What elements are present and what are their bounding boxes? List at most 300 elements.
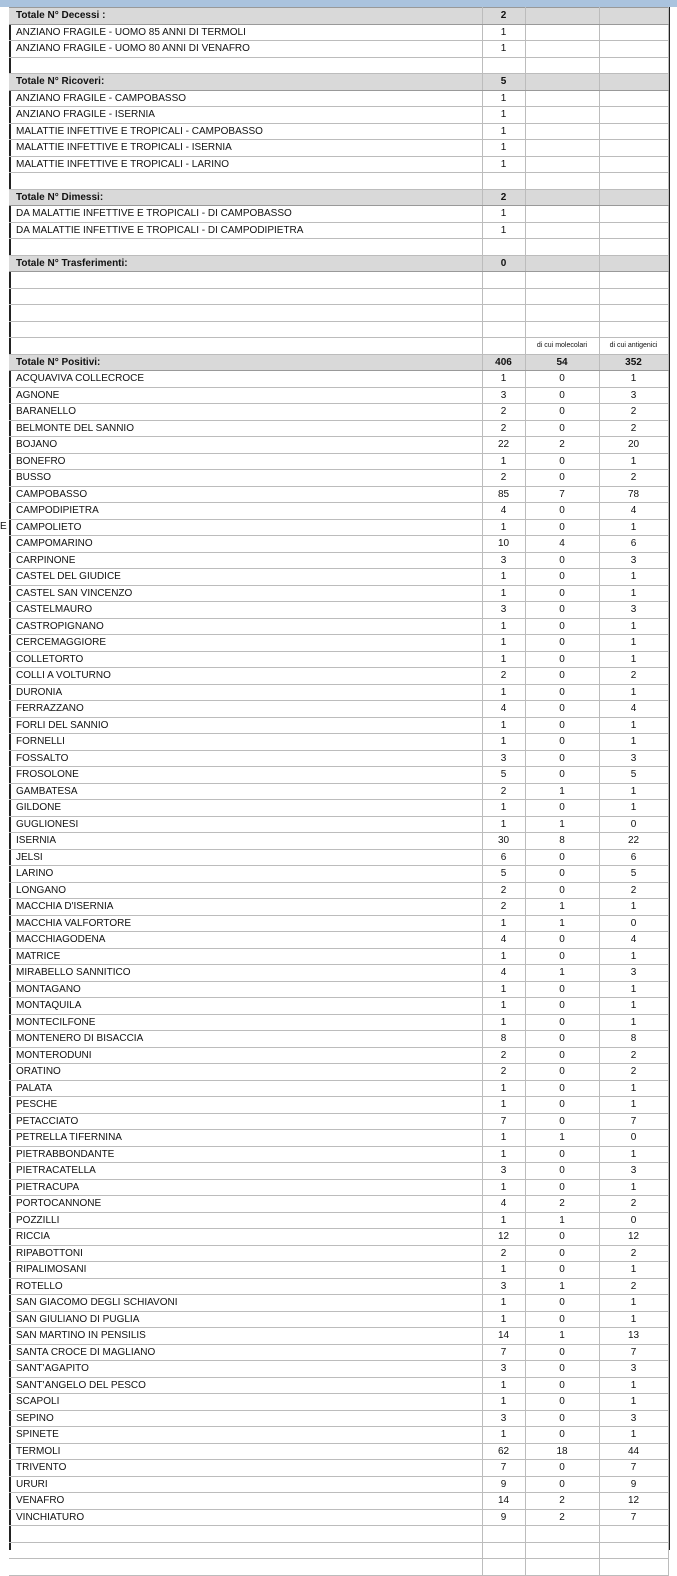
row-label: RIPABOTTONI bbox=[9, 1245, 482, 1262]
table-row bbox=[9, 470, 668, 487]
antigenici-cell bbox=[599, 173, 668, 190]
table-row bbox=[9, 1080, 668, 1097]
molecolari-cell: 0 bbox=[525, 750, 599, 767]
antigenici-cell: 1 bbox=[599, 519, 668, 536]
table-row bbox=[9, 1377, 668, 1394]
section-header-row bbox=[9, 255, 668, 272]
antigenici-cell: 2 bbox=[599, 1064, 668, 1081]
row-label: CERCEMAGGIORE bbox=[9, 635, 482, 652]
molecolari-cell: 0 bbox=[525, 932, 599, 949]
table-row bbox=[9, 569, 668, 586]
row-label: PALATA bbox=[9, 1080, 482, 1097]
molecolari-cell: 0 bbox=[525, 849, 599, 866]
row-label: RICCIA bbox=[9, 1229, 482, 1246]
table-row bbox=[9, 701, 668, 718]
table-row bbox=[9, 948, 668, 965]
molecolari-cell: 54 bbox=[525, 354, 599, 371]
table-row bbox=[9, 1130, 668, 1147]
antigenici-cell: 1 bbox=[599, 717, 668, 734]
total-cell: 1 bbox=[482, 107, 525, 124]
total-cell: 2 bbox=[482, 404, 525, 421]
antigenici-cell: 2 bbox=[599, 882, 668, 899]
row-label: PESCHE bbox=[9, 1097, 482, 1114]
molecolari-cell: 0 bbox=[525, 1245, 599, 1262]
antigenici-cell: 1 bbox=[599, 1146, 668, 1163]
molecolari-cell: 0 bbox=[525, 1476, 599, 1493]
row-label: FOSSALTO bbox=[9, 750, 482, 767]
row-label: SANT'AGAPITO bbox=[9, 1361, 482, 1378]
molecolari-cell: 0 bbox=[525, 602, 599, 619]
total-cell: 14 bbox=[482, 1493, 525, 1510]
row-label: LONGANO bbox=[9, 882, 482, 899]
total-cell: 30 bbox=[482, 833, 525, 850]
molecolari-cell: 1 bbox=[525, 1212, 599, 1229]
table-row bbox=[9, 899, 668, 916]
row-label: LARINO bbox=[9, 866, 482, 883]
total-cell: 1 bbox=[482, 371, 525, 388]
molecolari-cell: 0 bbox=[525, 1179, 599, 1196]
molecolari-cell: 0 bbox=[525, 651, 599, 668]
table-row bbox=[9, 1493, 668, 1510]
total-cell bbox=[482, 57, 525, 74]
antigenici-cell: 2 bbox=[599, 668, 668, 685]
antigenici-cell bbox=[599, 1526, 668, 1543]
section-header-row bbox=[9, 8, 668, 25]
molecolari-cell bbox=[525, 272, 599, 289]
table-row bbox=[9, 1245, 668, 1262]
table-row bbox=[9, 453, 668, 470]
total-cell: 1 bbox=[482, 684, 525, 701]
total-cell: 1 bbox=[482, 1295, 525, 1312]
molecolari-cell: 1 bbox=[525, 816, 599, 833]
blank-row bbox=[9, 272, 668, 289]
table-row bbox=[9, 585, 668, 602]
total-cell: 2 bbox=[482, 189, 525, 206]
subheader-row bbox=[9, 338, 668, 355]
antigenici-cell: 1 bbox=[599, 618, 668, 635]
table-row bbox=[9, 1196, 668, 1213]
molecolari-cell: 0 bbox=[525, 1377, 599, 1394]
list-item bbox=[9, 156, 668, 173]
row-label: CASTROPIGNANO bbox=[9, 618, 482, 635]
molecolari-cell bbox=[525, 8, 599, 25]
table-row bbox=[9, 536, 668, 553]
molecolari-cell: 4 bbox=[525, 536, 599, 553]
molecolari-cell: 0 bbox=[525, 387, 599, 404]
row-label: CAMPOMARINO bbox=[9, 536, 482, 553]
antigenici-cell: 2 bbox=[599, 1278, 668, 1295]
antigenici-cell: 7 bbox=[599, 1344, 668, 1361]
total-cell bbox=[482, 173, 525, 190]
total-cell bbox=[482, 321, 525, 338]
antigenici-cell: 352 bbox=[599, 354, 668, 371]
row-label: VENAFRO bbox=[9, 1493, 482, 1510]
table-row bbox=[9, 1509, 668, 1526]
antigenici-cell: 1 bbox=[599, 651, 668, 668]
row-label: ISERNIA bbox=[9, 833, 482, 850]
row-label: GILDONE bbox=[9, 800, 482, 817]
total-cell bbox=[482, 1542, 525, 1559]
molecolari-cell bbox=[525, 255, 599, 272]
antigenici-cell: 1 bbox=[599, 1427, 668, 1444]
total-cell: 22 bbox=[482, 437, 525, 454]
antigenici-cell: 0 bbox=[599, 1130, 668, 1147]
table-row bbox=[9, 1179, 668, 1196]
table-row bbox=[9, 602, 668, 619]
row-label: PORTOCANNONE bbox=[9, 1196, 482, 1213]
antigenici-cell bbox=[599, 222, 668, 239]
antigenici-cell bbox=[599, 57, 668, 74]
molecolari-cell: 0 bbox=[525, 668, 599, 685]
molecolari-cell: 0 bbox=[525, 1064, 599, 1081]
total-cell: 3 bbox=[482, 602, 525, 619]
molecolari-cell bbox=[525, 74, 599, 91]
total-cell: 1 bbox=[482, 453, 525, 470]
total-cell: 1 bbox=[482, 1014, 525, 1031]
molecolari-cell: 0 bbox=[525, 1229, 599, 1246]
antigenici-cell: 0 bbox=[599, 1212, 668, 1229]
total-cell: 5 bbox=[482, 866, 525, 883]
table-row bbox=[9, 1443, 668, 1460]
molecolari-cell: 0 bbox=[525, 1427, 599, 1444]
total-cell: 1 bbox=[482, 156, 525, 173]
row-label: ACQUAVIVA COLLECROCE bbox=[9, 371, 482, 388]
molecolari-cell: 2 bbox=[525, 1493, 599, 1510]
antigenici-cell: 2 bbox=[599, 1196, 668, 1213]
total-cell: 12 bbox=[482, 1229, 525, 1246]
row-label: PIETRABBONDANTE bbox=[9, 1146, 482, 1163]
row-label: FORLI DEL SANNIO bbox=[9, 717, 482, 734]
total-cell: 3 bbox=[482, 750, 525, 767]
antigenici-cell: 8 bbox=[599, 1031, 668, 1048]
total-cell: 1 bbox=[482, 206, 525, 223]
row-label: BUSSO bbox=[9, 470, 482, 487]
total-cell: 2 bbox=[482, 420, 525, 437]
antigenici-cell bbox=[599, 24, 668, 41]
margin-letter: E bbox=[0, 521, 7, 532]
total-cell bbox=[482, 288, 525, 305]
table-row bbox=[9, 965, 668, 982]
antigenici-cell: 3 bbox=[599, 965, 668, 982]
row-label: COLLETORTO bbox=[9, 651, 482, 668]
row-label: CASTELMAURO bbox=[9, 602, 482, 619]
row-label: VINCHIATURO bbox=[9, 1509, 482, 1526]
molecolari-cell: 1 bbox=[525, 1328, 599, 1345]
row-label: PETACCIATO bbox=[9, 1113, 482, 1130]
total-cell: 10 bbox=[482, 536, 525, 553]
total-cell: 1 bbox=[482, 1311, 525, 1328]
molecolari-cell bbox=[525, 288, 599, 305]
table-row bbox=[9, 404, 668, 421]
antigenici-cell: 1 bbox=[599, 684, 668, 701]
molecolari-cell: 0 bbox=[525, 1014, 599, 1031]
row-label bbox=[9, 1542, 482, 1559]
row-label: SCAPOLI bbox=[9, 1394, 482, 1411]
list-item bbox=[9, 222, 668, 239]
molecolari-cell: 0 bbox=[525, 1344, 599, 1361]
antigenici-cell bbox=[599, 272, 668, 289]
molecolari-cell: 0 bbox=[525, 470, 599, 487]
molecolari-cell: 1 bbox=[525, 1130, 599, 1147]
row-label: FORNELLI bbox=[9, 734, 482, 751]
molecolari-cell: 1 bbox=[525, 783, 599, 800]
total-cell: 2 bbox=[482, 1047, 525, 1064]
total-cell: 1 bbox=[482, 1080, 525, 1097]
table-row bbox=[9, 420, 668, 437]
antigenici-cell: 4 bbox=[599, 701, 668, 718]
row-label: Totale N° Positivi: bbox=[9, 354, 482, 371]
row-label: BARANELLO bbox=[9, 404, 482, 421]
total-cell: 7 bbox=[482, 1344, 525, 1361]
list-item bbox=[9, 41, 668, 58]
total-cell: 1 bbox=[482, 1262, 525, 1279]
total-cell: 2 bbox=[482, 1064, 525, 1081]
total-cell: 2 bbox=[482, 899, 525, 916]
table-row bbox=[9, 1146, 668, 1163]
total-cell: 5 bbox=[482, 767, 525, 784]
molecolari-cell bbox=[525, 1542, 599, 1559]
row-label: SPINETE bbox=[9, 1427, 482, 1444]
table-row bbox=[9, 503, 668, 520]
antigenici-cell: 1 bbox=[599, 948, 668, 965]
antigenici-cell bbox=[599, 189, 668, 206]
row-label: MONTECILFONE bbox=[9, 1014, 482, 1031]
molecolari-cell: 0 bbox=[525, 734, 599, 751]
molecolari-cell: 2 bbox=[525, 1509, 599, 1526]
antigenici-cell: 1 bbox=[599, 635, 668, 652]
table-row bbox=[9, 1328, 668, 1345]
antigenici-cell: 1 bbox=[599, 800, 668, 817]
total-cell bbox=[482, 305, 525, 322]
antigenici-cell: 1 bbox=[599, 1295, 668, 1312]
row-label: RIPALIMOSANI bbox=[9, 1262, 482, 1279]
total-cell: 1 bbox=[482, 1130, 525, 1147]
antigenici-cell: 1 bbox=[599, 1311, 668, 1328]
table-row bbox=[9, 1113, 668, 1130]
table-row bbox=[9, 932, 668, 949]
row-label: MONTAQUILA bbox=[9, 998, 482, 1015]
row-label: Totale N° Trasferimenti: bbox=[9, 255, 482, 272]
table-row bbox=[9, 816, 668, 833]
total-cell: 2 bbox=[482, 882, 525, 899]
antigenici-cell: 3 bbox=[599, 387, 668, 404]
antigenici-cell: 6 bbox=[599, 849, 668, 866]
antigenici-cell: 7 bbox=[599, 1460, 668, 1477]
antigenici-cell: 1 bbox=[599, 981, 668, 998]
molecolari-cell: 0 bbox=[525, 981, 599, 998]
table-row bbox=[9, 1031, 668, 1048]
total-cell: 1 bbox=[482, 1377, 525, 1394]
total-cell: 1 bbox=[482, 816, 525, 833]
section-header-row bbox=[9, 189, 668, 206]
antigenici-cell bbox=[599, 1542, 668, 1559]
total-cell: 1 bbox=[482, 981, 525, 998]
antigenici-cell: 3 bbox=[599, 1163, 668, 1180]
total-cell: 9 bbox=[482, 1476, 525, 1493]
molecolari-cell bbox=[525, 206, 599, 223]
antigenici-cell: 44 bbox=[599, 1443, 668, 1460]
total-cell bbox=[482, 338, 525, 355]
molecolari-cell: 0 bbox=[525, 1047, 599, 1064]
antigenici-cell: 2 bbox=[599, 420, 668, 437]
molecolari-cell bbox=[525, 222, 599, 239]
total-cell: 3 bbox=[482, 1361, 525, 1378]
row-label bbox=[9, 321, 482, 338]
row-label bbox=[9, 239, 482, 256]
total-cell: 1 bbox=[482, 734, 525, 751]
molecolari-cell bbox=[525, 107, 599, 124]
antigenici-cell: 1 bbox=[599, 453, 668, 470]
molecolari-cell: 1 bbox=[525, 965, 599, 982]
table-row bbox=[9, 915, 668, 932]
row-label: MONTERODUNI bbox=[9, 1047, 482, 1064]
total-cell: 1 bbox=[482, 24, 525, 41]
molecolari-cell: 0 bbox=[525, 800, 599, 817]
molecolari-cell: 0 bbox=[525, 1113, 599, 1130]
molecolari-cell bbox=[525, 1526, 599, 1543]
total-cell: 4 bbox=[482, 701, 525, 718]
row-label: SAN MARTINO IN PENSILIS bbox=[9, 1328, 482, 1345]
total-cell: 7 bbox=[482, 1113, 525, 1130]
list-item bbox=[9, 140, 668, 157]
row-label: CAMPOLIETO bbox=[9, 519, 482, 536]
molecolari-cell: 1 bbox=[525, 915, 599, 932]
table-row bbox=[9, 371, 668, 388]
total-cell bbox=[482, 1526, 525, 1543]
total-cell: 2 bbox=[482, 783, 525, 800]
molecolari-cell: 0 bbox=[525, 1410, 599, 1427]
table-row bbox=[9, 437, 668, 454]
antigenici-cell: 78 bbox=[599, 486, 668, 503]
table-row bbox=[9, 998, 668, 1015]
row-label: BONEFRO bbox=[9, 453, 482, 470]
molecolari-cell bbox=[525, 41, 599, 58]
total-cell: 85 bbox=[482, 486, 525, 503]
antigenici-cell bbox=[599, 1559, 668, 1576]
antigenici-cell: 9 bbox=[599, 1476, 668, 1493]
table-row bbox=[9, 734, 668, 751]
row-label: Totale N° Ricoveri: bbox=[9, 74, 482, 91]
antigenici-cell bbox=[599, 140, 668, 157]
row-label: DA MALATTIE INFETTIVE E TROPICALI - DI CAMPODIPIETRA bbox=[9, 222, 482, 239]
molecolari-cell: 18 bbox=[525, 1443, 599, 1460]
total-cell: 1 bbox=[482, 948, 525, 965]
row-label: URURI bbox=[9, 1476, 482, 1493]
row-label bbox=[9, 338, 482, 355]
antigenici-cell: 1 bbox=[599, 783, 668, 800]
table-row bbox=[9, 1278, 668, 1295]
blank-row bbox=[9, 321, 668, 338]
antigenici-cell: 2 bbox=[599, 404, 668, 421]
total-cell: 6 bbox=[482, 849, 525, 866]
total-cell: 1 bbox=[482, 90, 525, 107]
antigenici-cell bbox=[599, 8, 668, 25]
molecolari-cell: 0 bbox=[525, 767, 599, 784]
antigenici-cell: 1 bbox=[599, 371, 668, 388]
molecolari-cell: 0 bbox=[525, 1146, 599, 1163]
row-label: CARPINONE bbox=[9, 552, 482, 569]
molecolari-cell: 0 bbox=[525, 1361, 599, 1378]
row-label bbox=[9, 288, 482, 305]
blank-row bbox=[9, 1542, 668, 1559]
molecolari-cell bbox=[525, 189, 599, 206]
molecolari-cell: 7 bbox=[525, 486, 599, 503]
total-cell: 1 bbox=[482, 585, 525, 602]
molecolari-cell bbox=[525, 156, 599, 173]
blank-row bbox=[9, 173, 668, 190]
total-cell: 1 bbox=[482, 519, 525, 536]
row-label bbox=[9, 57, 482, 74]
molecolari-cell: 0 bbox=[525, 1394, 599, 1411]
antigenici-cell bbox=[599, 156, 668, 173]
molecolari-cell: 0 bbox=[525, 371, 599, 388]
antigenici-cell: 22 bbox=[599, 833, 668, 850]
total-cell: 406 bbox=[482, 354, 525, 371]
total-cell: 1 bbox=[482, 915, 525, 932]
total-cell: 1 bbox=[482, 717, 525, 734]
row-label: AGNONE bbox=[9, 387, 482, 404]
antigenici-cell: 1 bbox=[599, 1179, 668, 1196]
antigenici-cell bbox=[599, 206, 668, 223]
row-label: ANZIANO FRAGILE - UOMO 80 ANNI DI VENAFRO bbox=[9, 41, 482, 58]
molecolari-cell bbox=[525, 24, 599, 41]
row-label: MACCHIA VALFORTORE bbox=[9, 915, 482, 932]
antigenici-cell: 13 bbox=[599, 1328, 668, 1345]
table-row bbox=[9, 1212, 668, 1229]
molecolari-cell: 0 bbox=[525, 1262, 599, 1279]
molecolari-cell bbox=[525, 173, 599, 190]
total-cell: 3 bbox=[482, 1410, 525, 1427]
molecolari-cell: 0 bbox=[525, 948, 599, 965]
antigenici-cell: 3 bbox=[599, 1410, 668, 1427]
table-row bbox=[9, 552, 668, 569]
row-label: GAMBATESA bbox=[9, 783, 482, 800]
table-row bbox=[9, 833, 668, 850]
molecolari-cell: 0 bbox=[525, 717, 599, 734]
antigenici-cell: 6 bbox=[599, 536, 668, 553]
row-label: CAMPODIPIETRA bbox=[9, 503, 482, 520]
antigenici-cell: 12 bbox=[599, 1493, 668, 1510]
total-cell: 8 bbox=[482, 1031, 525, 1048]
molecolari-cell: 0 bbox=[525, 701, 599, 718]
total-cell: 1 bbox=[482, 651, 525, 668]
antigenici-cell bbox=[599, 41, 668, 58]
section-header-row bbox=[9, 74, 668, 91]
table-row bbox=[9, 684, 668, 701]
table-row bbox=[9, 849, 668, 866]
antigenici-cell: 2 bbox=[599, 1245, 668, 1262]
table-row bbox=[9, 1476, 668, 1493]
list-item bbox=[9, 24, 668, 41]
molecolari-cell: 0 bbox=[525, 569, 599, 586]
molecolari-cell: 0 bbox=[525, 552, 599, 569]
row-label: Totale N° Dimessi: bbox=[9, 189, 482, 206]
row-label bbox=[9, 272, 482, 289]
antigenici-cell: 3 bbox=[599, 750, 668, 767]
table-row bbox=[9, 1262, 668, 1279]
row-label: ANZIANO FRAGILE - CAMPOBASSO bbox=[9, 90, 482, 107]
antigenici-cell: 1 bbox=[599, 1262, 668, 1279]
list-item bbox=[9, 90, 668, 107]
row-label: PETRELLA TIFERNINA bbox=[9, 1130, 482, 1147]
row-label: MATRICE bbox=[9, 948, 482, 965]
total-cell: 3 bbox=[482, 1278, 525, 1295]
table-row bbox=[9, 1410, 668, 1427]
antigenici-cell: 0 bbox=[599, 915, 668, 932]
total-cell: 1 bbox=[482, 123, 525, 140]
molecolari-cell: 0 bbox=[525, 1031, 599, 1048]
table-row bbox=[9, 1064, 668, 1081]
